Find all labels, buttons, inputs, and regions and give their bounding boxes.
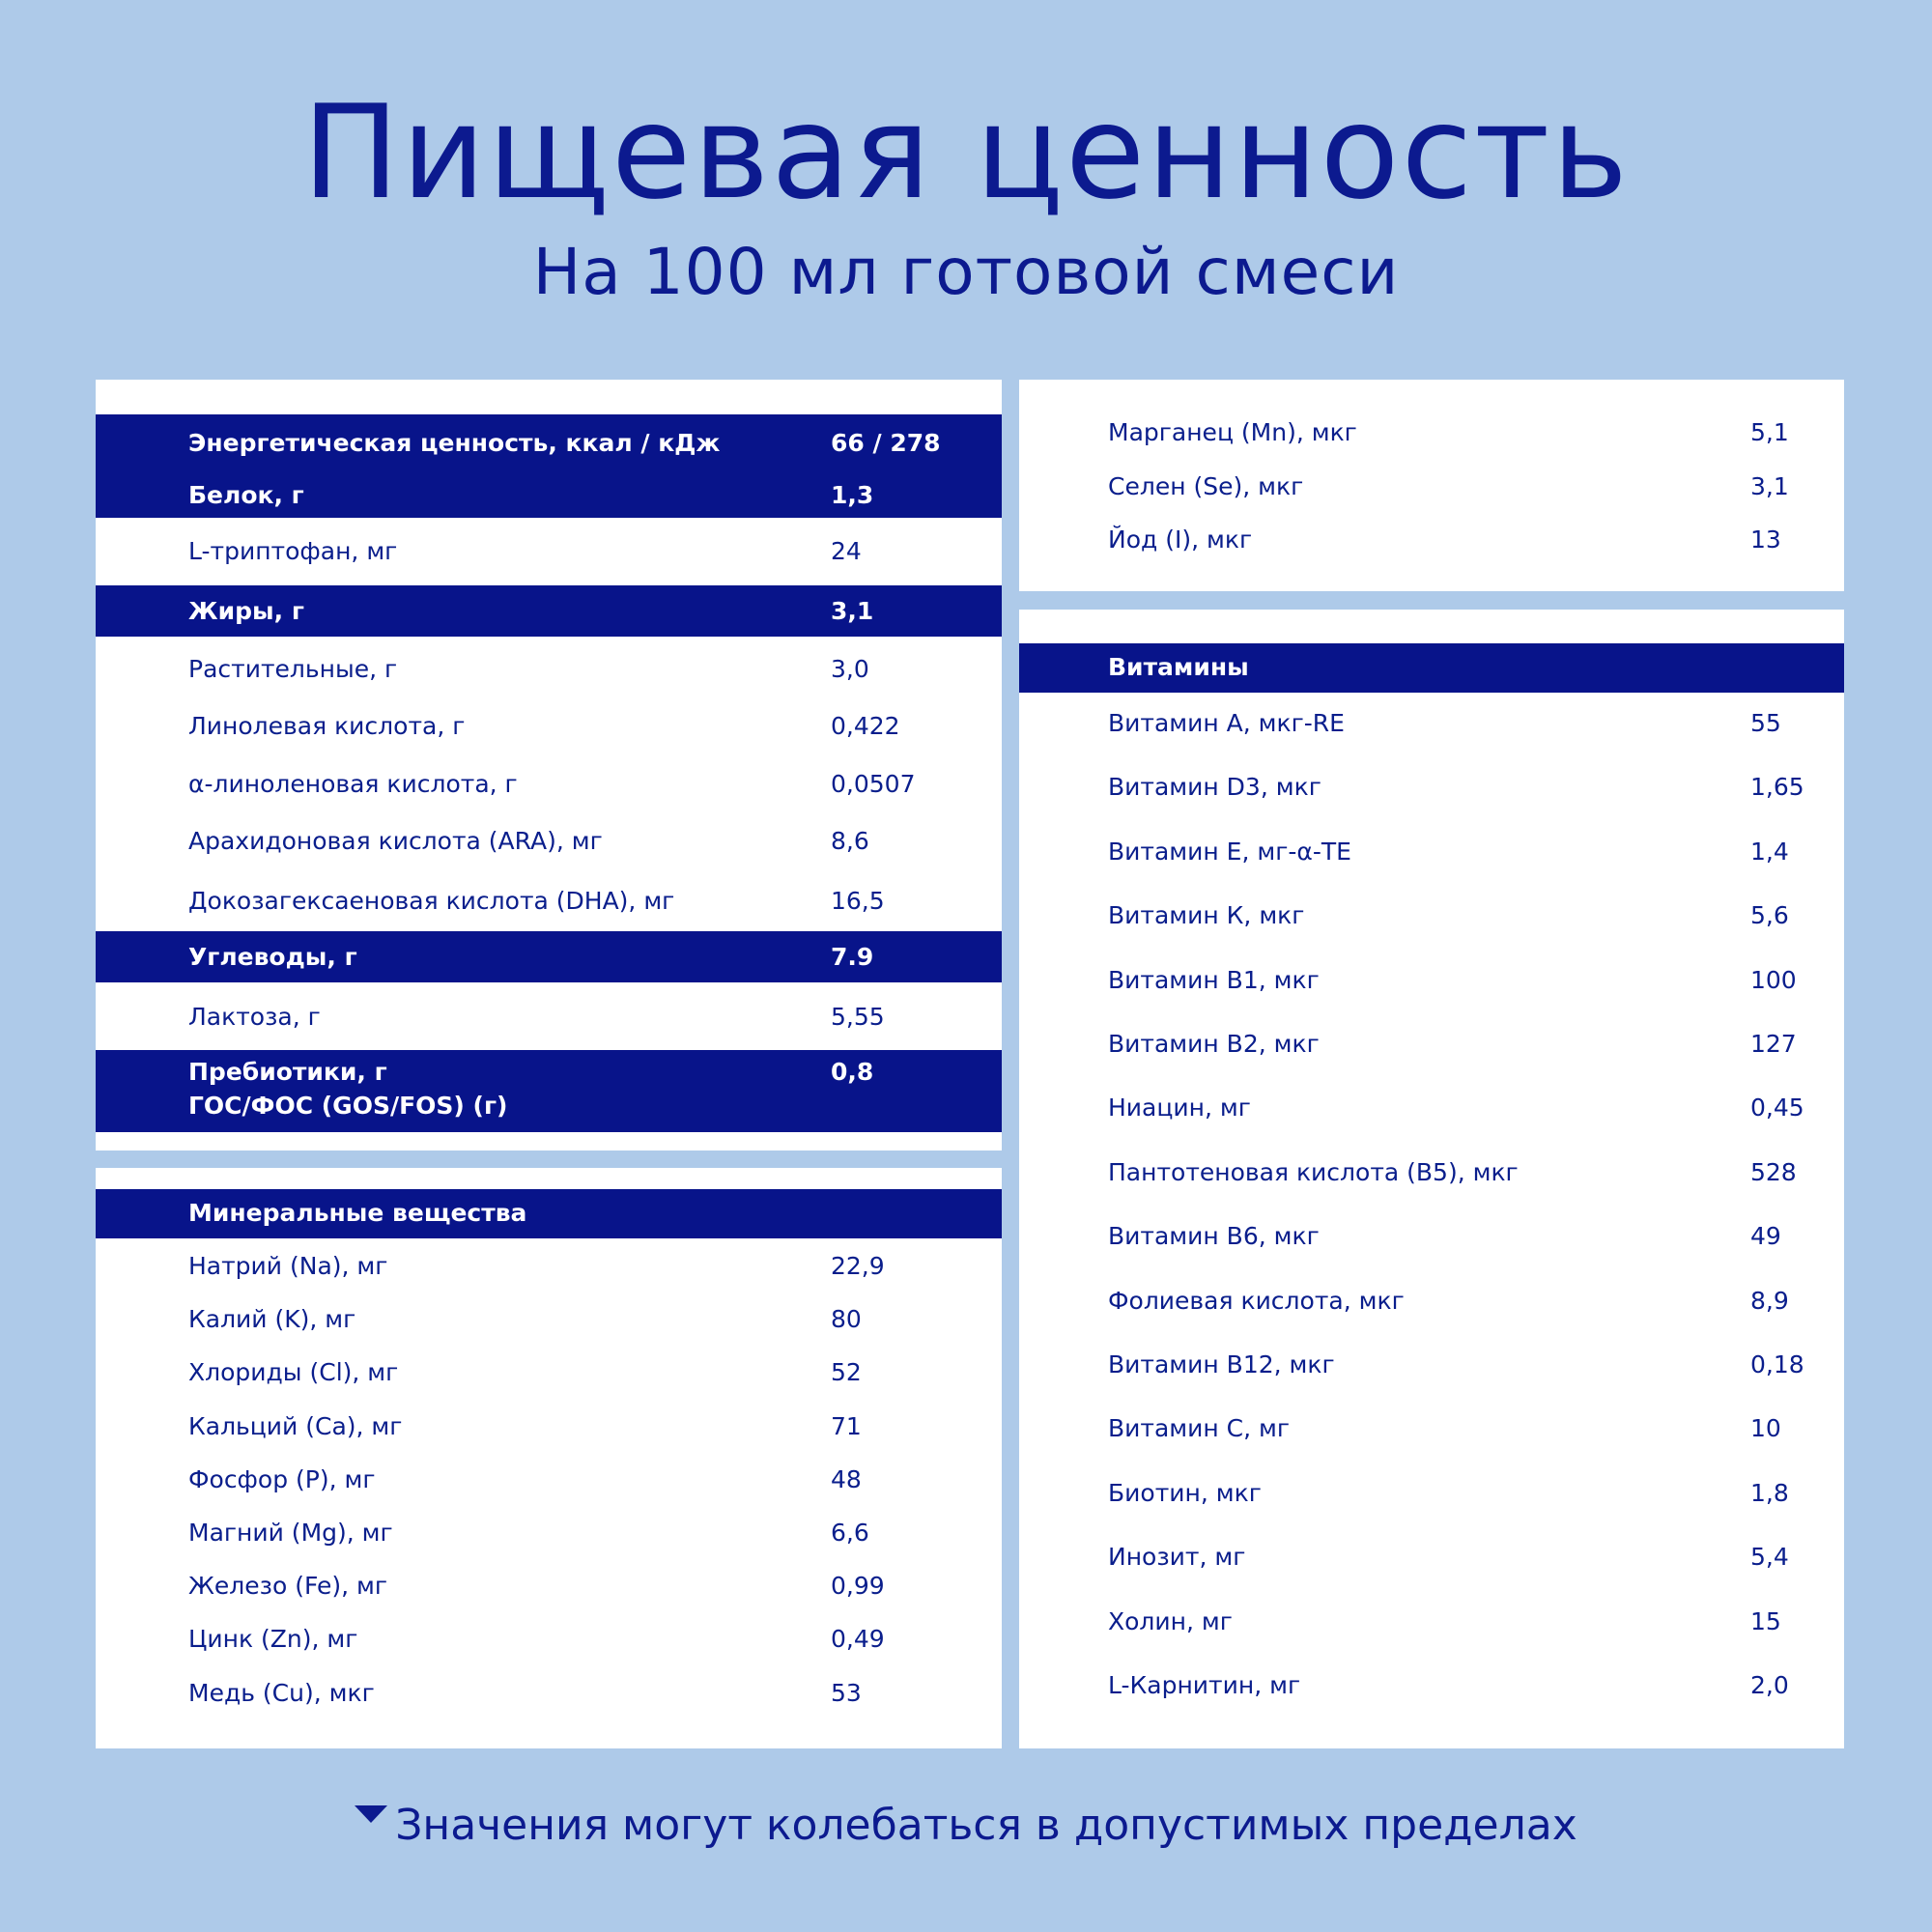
nutrition-row-value: 8,6 xyxy=(831,827,869,855)
mineral-row-value: 53 xyxy=(831,1678,862,1707)
nutrition-row-label: Лактоза, г xyxy=(188,1003,321,1031)
vitamin-row-value: 15 xyxy=(1750,1606,1781,1635)
minerals-header-label: Минеральные вещества xyxy=(188,1199,527,1227)
mineral-row-value: 0,49 xyxy=(831,1625,885,1654)
nutrition-row xyxy=(96,812,1002,870)
mineral-row xyxy=(96,1407,1002,1461)
vitamins-header-label: Витамины xyxy=(1108,653,1249,681)
mineral-row-value: 71 xyxy=(831,1411,862,1440)
vitamin-row-label: Витамин В1, мкг xyxy=(1108,965,1320,994)
vitamin-row-label: Витамин Е, мг-α-ТЕ xyxy=(1108,837,1351,866)
vitamin-row-value: 1,8 xyxy=(1750,1478,1789,1507)
trace-row xyxy=(1019,467,1844,520)
vitamin-row-value: 528 xyxy=(1750,1157,1797,1186)
vitamin-row xyxy=(1019,955,1844,1019)
vitamin-row-value: 100 xyxy=(1750,965,1797,994)
nutrition-row-label: Докозагексаеновая кислота (DHA), мг xyxy=(188,887,675,915)
footer-note xyxy=(0,1799,1932,1853)
nutrition-row-value: 3,0 xyxy=(831,655,869,683)
vitamin-row xyxy=(1019,698,1844,762)
nutrition-panel xyxy=(96,380,1002,1151)
vitamin-row xyxy=(1019,891,1844,954)
nutrition-row-value: 0,8 xyxy=(831,1058,874,1086)
vitamin-row xyxy=(1019,1661,1844,1724)
vitamin-row xyxy=(1019,1597,1844,1661)
vitamin-row xyxy=(1019,1083,1844,1147)
mineral-row xyxy=(96,1247,1002,1300)
mineral-row-label: Фосфор (P), мг xyxy=(188,1464,376,1493)
vitamin-row-value: 5,6 xyxy=(1750,901,1789,930)
mineral-row-value: 80 xyxy=(831,1305,862,1334)
vitamin-row xyxy=(1019,827,1844,891)
vitamin-row-label: Витамин С, мг xyxy=(1108,1414,1291,1443)
vitamin-row-label: Витамин В12, мкг xyxy=(1108,1350,1335,1378)
vitamin-row-value: 127 xyxy=(1750,1030,1797,1058)
nutrition-row-label: Растительные, г xyxy=(188,655,398,683)
mineral-row-label: Цинк (Zn), мг xyxy=(188,1625,358,1654)
vitamin-row xyxy=(1019,1019,1844,1083)
vitamin-row-label: L-Карнитин, мг xyxy=(1108,1671,1301,1699)
nutrition-row-label: Белок, г xyxy=(188,481,304,509)
mineral-row-label: Калий (K), мг xyxy=(188,1305,356,1334)
nutrition-row xyxy=(96,414,1002,472)
vitamin-row-label: Биотин, мкг xyxy=(1108,1478,1262,1507)
vitamin-row-value: 55 xyxy=(1750,709,1781,737)
vitamins-header xyxy=(1019,643,1844,693)
mineral-row xyxy=(96,1514,1002,1567)
nutrition-row xyxy=(96,755,1002,812)
vitamin-row-value: 1,4 xyxy=(1750,837,1789,866)
nutrition-row-label: Жиры, г xyxy=(188,597,304,625)
mineral-row-value: 52 xyxy=(831,1358,862,1387)
vitamin-row xyxy=(1019,1340,1844,1404)
vitamin-row-label: Пантотеновая кислота (B5), мкг xyxy=(1108,1157,1519,1186)
mineral-row-value: 48 xyxy=(831,1464,862,1493)
footer-text: Значения могут колебаться в допустимых пределах xyxy=(395,1801,1577,1850)
vitamin-row-value: 8,9 xyxy=(1750,1286,1789,1315)
vitamin-row-label: Витамин D3, мкг xyxy=(1108,773,1321,802)
vitamin-row-value: 5,4 xyxy=(1750,1543,1789,1572)
mineral-row-label: Магний (Mg), мг xyxy=(188,1519,393,1547)
nutrition-row-label: Пребиотики, г xyxy=(188,1058,387,1086)
vitamin-row-label: Витамин А, мкг-RE xyxy=(1108,709,1345,737)
mineral-row-label: Натрий (Na), мг xyxy=(188,1252,388,1280)
nutrition-row xyxy=(96,983,1002,1050)
mineral-row-label: Кальций (Ca), мг xyxy=(188,1411,403,1440)
nutrition-row xyxy=(96,697,1002,755)
nutrition-row-value: 7.9 xyxy=(831,943,874,971)
vitamin-row-value: 10 xyxy=(1750,1414,1781,1443)
vitamin-row xyxy=(1019,762,1844,826)
page-title: Пищевая ценность xyxy=(301,77,1631,228)
vitamin-row-value: 2,0 xyxy=(1750,1671,1789,1699)
mineral-row-label: Хлориды (Cl), мг xyxy=(188,1358,399,1387)
nutrition-row-value: 5,55 xyxy=(831,1003,885,1031)
nutrition-row-label-2: ГОС/ФОС (GOS/FOS) (г) xyxy=(188,1092,508,1120)
mineral-row-value: 6,6 xyxy=(831,1519,869,1547)
vitamins-panel xyxy=(1019,610,1844,1748)
mineral-row xyxy=(96,1353,1002,1406)
vitamin-row xyxy=(1019,1276,1844,1340)
minerals-header xyxy=(96,1189,1002,1238)
mineral-row xyxy=(96,1620,1002,1673)
vitamin-row-label: Инозит, мг xyxy=(1108,1543,1246,1572)
trace-row xyxy=(1019,520,1844,573)
nutrition-row-label: Линолевая кислота, г xyxy=(188,712,466,740)
vitamin-row xyxy=(1019,1148,1844,1211)
nutrition-row xyxy=(96,870,1002,931)
trace-row-label: Йод (I), мкг xyxy=(1108,526,1253,554)
nutrition-row-value: 66 / 278 xyxy=(831,429,941,457)
nutrition-row xyxy=(96,585,1002,637)
mineral-row xyxy=(96,1300,1002,1353)
nutrition-row xyxy=(96,1050,1002,1132)
page-subtitle: На 100 мл готовой смеси xyxy=(532,235,1400,309)
trace-row-label: Селен (Se), мкг xyxy=(1108,471,1304,500)
trace-row xyxy=(1019,412,1844,466)
vitamin-row-value: 1,65 xyxy=(1750,773,1804,802)
mineral-row xyxy=(96,1567,1002,1620)
vitamin-row xyxy=(1019,1468,1844,1532)
vitamin-row xyxy=(1019,1211,1844,1275)
nutrition-row-value: 3,1 xyxy=(831,597,874,625)
trace-row-value: 5,1 xyxy=(1750,418,1789,446)
nutrition-row xyxy=(96,472,1002,518)
mineral-row-label: Медь (Cu), мкг xyxy=(188,1678,375,1707)
vitamin-row-label: Фолиевая кислота, мкг xyxy=(1108,1286,1405,1315)
vitamin-row-value: 0,45 xyxy=(1750,1094,1804,1122)
vitamin-row-label: Витамин К, мкг xyxy=(1108,901,1305,930)
trace-row-label: Марганец (Mn), мкг xyxy=(1108,418,1357,446)
nutrition-row-value: 0,422 xyxy=(831,712,900,740)
trace-row-value: 13 xyxy=(1750,526,1781,554)
nutrition-row-label: Углеводы, г xyxy=(188,943,357,971)
vitamin-row xyxy=(1019,1532,1844,1596)
nutrition-row-value: 16,5 xyxy=(831,887,885,915)
nutrition-row xyxy=(96,518,1002,585)
triangle-down-icon xyxy=(355,1805,387,1823)
nutrition-row-label: Арахидоновая кислота (ARA), мг xyxy=(188,827,603,855)
nutrition-row xyxy=(96,640,1002,697)
vitamin-row xyxy=(1019,1404,1844,1467)
vitamin-row-label: Ниацин, мг xyxy=(1108,1094,1251,1122)
nutrition-row-value: 0,0507 xyxy=(831,770,916,798)
mineral-row-value: 0,99 xyxy=(831,1572,885,1601)
mineral-row xyxy=(96,1674,1002,1727)
mineral-row xyxy=(96,1461,1002,1514)
vitamin-row-label: Витамин В6, мкг xyxy=(1108,1222,1320,1251)
mineral-row-label: Железо (Fe), мг xyxy=(188,1572,387,1601)
nutrition-row-value: 1,3 xyxy=(831,481,874,509)
nutrition-row-label: α-линоленовая кислота, г xyxy=(188,770,518,798)
vitamin-row-value: 0,18 xyxy=(1750,1350,1804,1378)
nutrition-row-label: Энергетическая ценность, ккал / кДж xyxy=(188,429,721,457)
trace-row-value: 3,1 xyxy=(1750,471,1789,500)
nutrition-row-value: 24 xyxy=(831,537,862,565)
vitamin-row-value: 49 xyxy=(1750,1222,1781,1251)
nutrition-row xyxy=(96,931,1002,982)
nutrition-row-label: L-триптофан, мг xyxy=(188,537,398,565)
vitamin-row-label: Холин, мг xyxy=(1108,1606,1233,1635)
trace-elements-panel xyxy=(1019,380,1844,591)
vitamin-row-label: Витамин В2, мкг xyxy=(1108,1030,1320,1058)
minerals-panel xyxy=(96,1168,1002,1748)
mineral-row-value: 22,9 xyxy=(831,1252,885,1280)
